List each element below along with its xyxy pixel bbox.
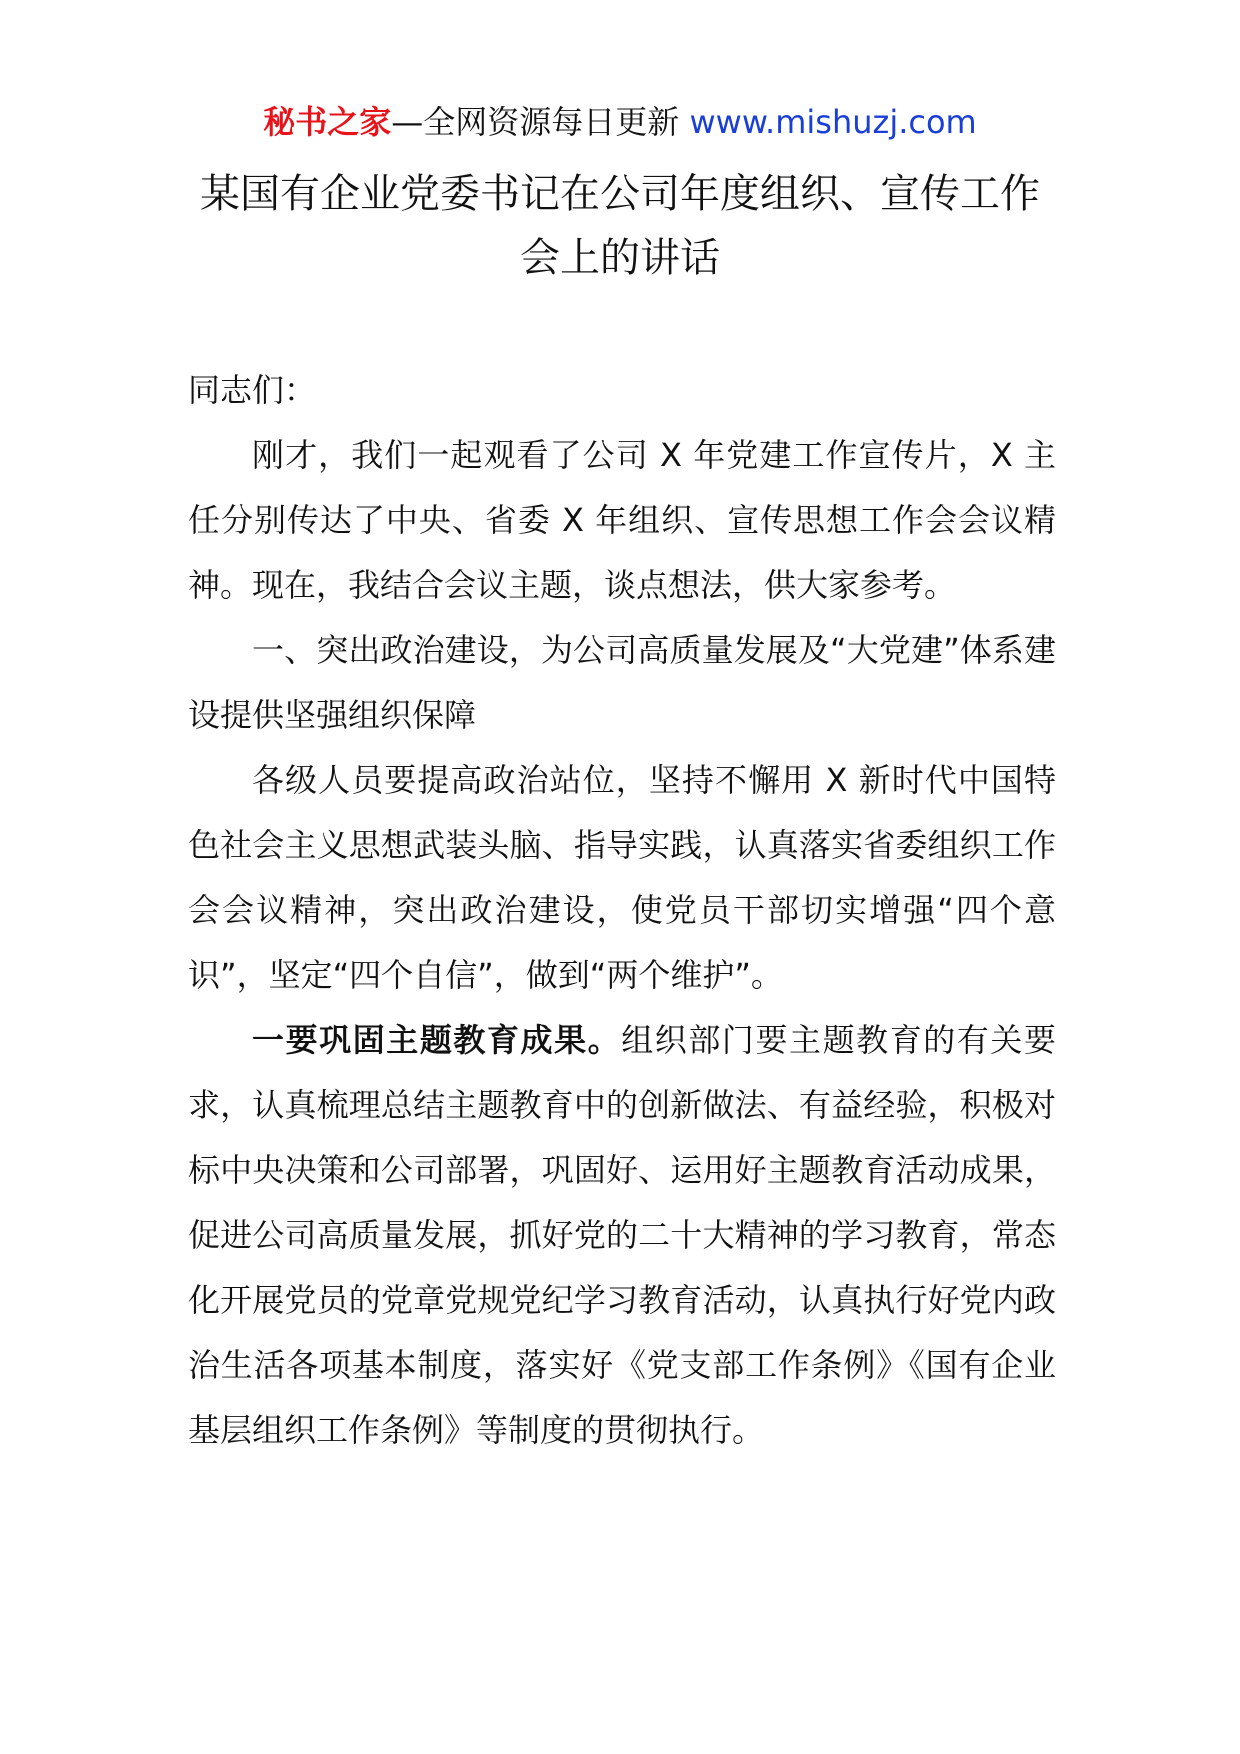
site-url-link[interactable]: www.mishuzj.com bbox=[689, 103, 977, 141]
paragraph-theme-education bbox=[188, 1008, 1056, 1463]
paragraph-intro: 刚才，我们一起观看了公司 X 年党建工作宣传片，X 主任分别传达了中央、省委 X 年组织、宣传思想工作会会议精神。现在，我结合会议主题，谈点想法，供大家参考。 bbox=[188, 436, 1056, 604]
paragraph-lead-bold: 一要巩固主题教育成果。 bbox=[252, 1021, 622, 1059]
paragraph-rest: 组织部门要主题教育的有关要求，认真梳理总结主题教育中的创新做法、有益经验，积极对标中央决策和公司部署，巩固好、运用好主题教育活动成果，促进公司高质量发展，抓好党的二十大精神的学习教育，常态化开展党员的党章党规党纪学习教育活动，认真执行好党内政治生活各项基本制度，落实好《党支部工作条例》《国有企业基层组织工作条例》等制度的贯彻执行。 bbox=[188, 1021, 1056, 1449]
paragraph-political: 各级人员要提高政治站位，坚持不懈用 X 新时代中国特色社会主义思想武装头脑、指导实践，认真落实省委组织工作会会议精神，突出政治建设，使党员干部切实增强“四个意识”，坚定“四个自信”，做到“两个维护”。 bbox=[188, 761, 1056, 994]
section-heading-1: 一、突出政治建设，为公司高质量发展及“大党建”体系建设提供坚强组织保障 bbox=[188, 631, 1056, 734]
header-tagline: —全网资源每日更新 bbox=[391, 103, 680, 141]
brand-name: 秘书之家 bbox=[263, 103, 392, 141]
document-title: 某国有企业党委书记在公司年度组织、宣传工作会上的讲话 bbox=[200, 171, 1040, 281]
document-body bbox=[188, 358, 1056, 1463]
salutation: 同志们： bbox=[188, 371, 317, 409]
site-header bbox=[0, 98, 1240, 146]
